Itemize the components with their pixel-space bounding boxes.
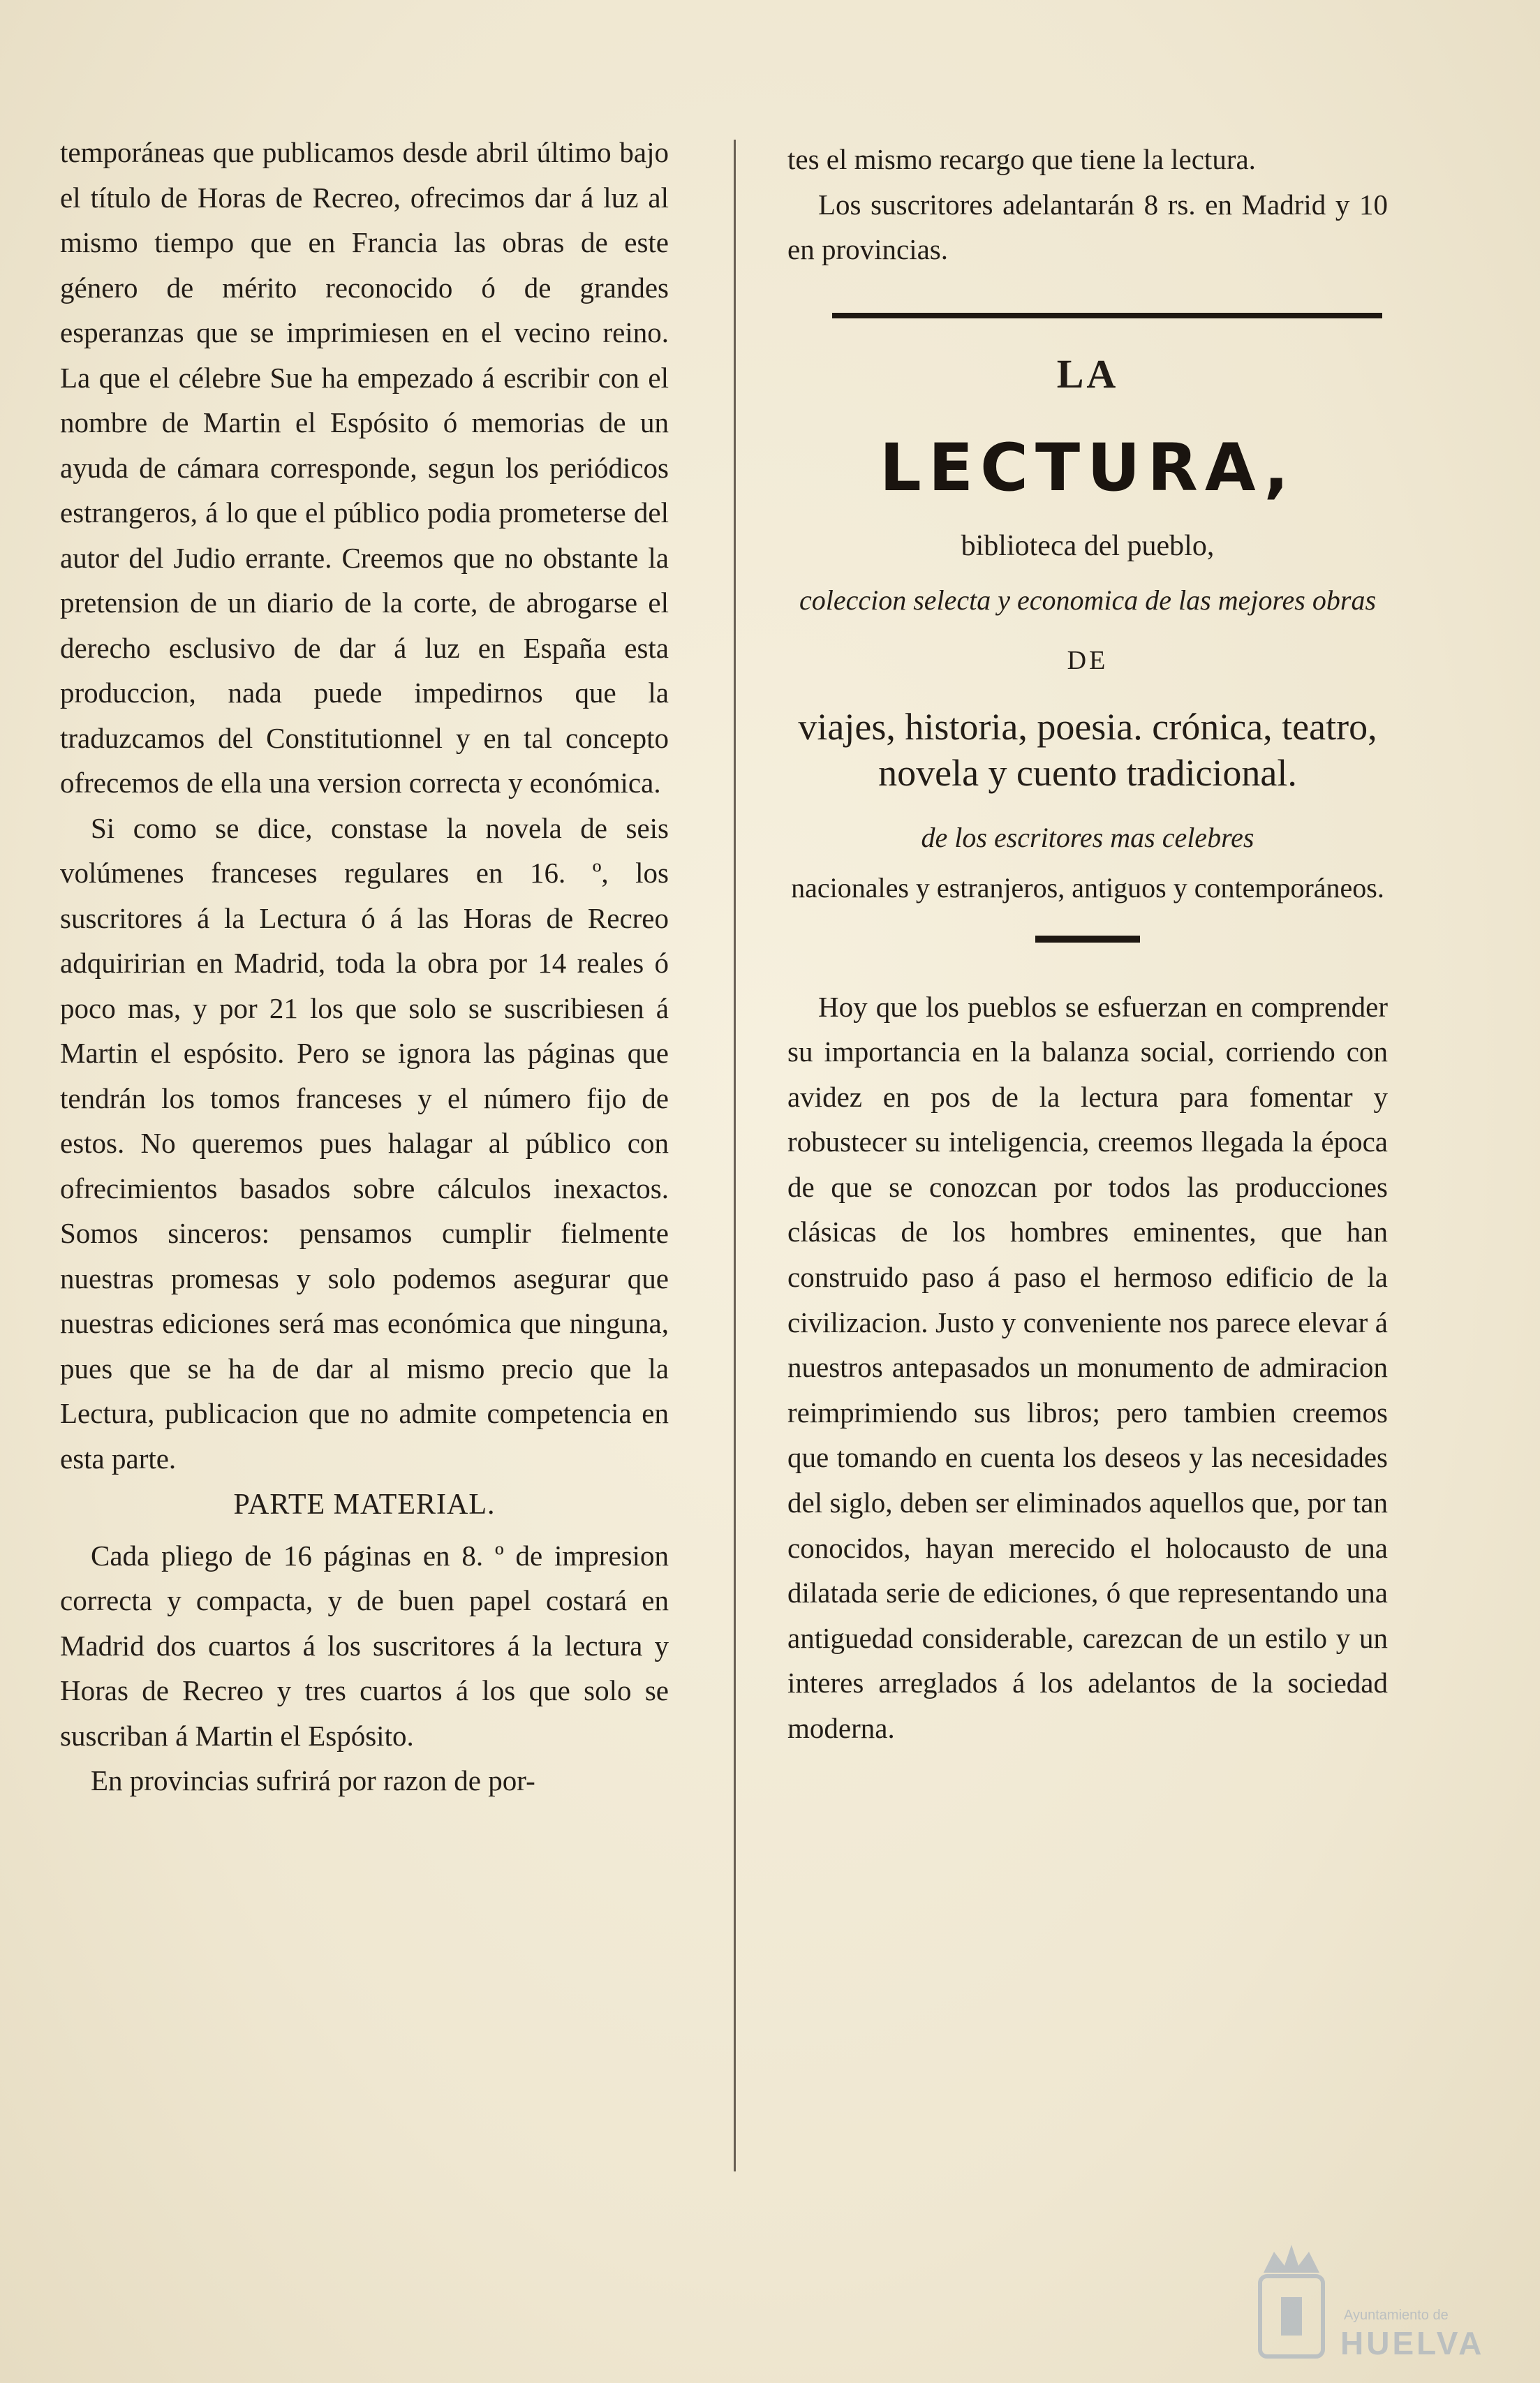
masthead-de: DE: [1067, 645, 1109, 675]
masthead-writers-line: de los escritores mas celebres: [921, 821, 1254, 853]
library-watermark: [1250, 2238, 1501, 2370]
right-column: [787, 137, 1388, 1751]
masthead-title: LECTURA,: [879, 429, 1296, 506]
right-paragraph-1: tes el mismo recargo que tiene la lectura.: [787, 143, 1256, 175]
masthead-top-rule: [832, 313, 1382, 318]
masthead-subtitle: biblioteca del pueblo,: [961, 529, 1215, 562]
intro-paragraph: Hoy que los pueblos se esfuerzan en comprender su importancia en la balanza social, corriendo con avidez en pos de la lectura para fomentar y robustecer su inteligencia, creemos llegada la época de que se conozcan por todos las producciones clásicas de los hombres eminentes, que han construido paso á paso el hermoso edificio de la civilizacion. Justo y conveniente nos parece elevar á nuestros antepasados un monumento de admiracion reimprimiendo sus libros; pero tambien creemos que tomando en cuenta los deseos y las necesidades del siglo, deben ser eliminados aquellos que, por tan conocidos, hayan merecido el holocausto de una dilatada serie de ediciones, ó que representando una antiguedad considerable, carezcan de un estilo y un interes arreglados á los adelantos de la sociedad moderna.: [787, 990, 1388, 1744]
watermark-big-text: HUELVA: [1340, 2325, 1485, 2361]
right-paragraph-2: Los suscritores adelantarán 8 rs. en Madrid y 10 en provincias.: [787, 188, 1388, 265]
column-divider: [734, 140, 736, 2171]
left-paragraph-3: Cada pliego de 16 páginas en 8. º de impresion correcta y compacta, y de buen papel costará en Madrid dos cuartos á los suscritores á la lectura y Horas de Recreo y tres cuartos á los que solo se suscriban á Martin el Espósito.: [60, 1539, 669, 1752]
left-column: [60, 130, 669, 1803]
masthead-la: LA: [1056, 351, 1119, 397]
masthead-origin-line: nacionales y estranjeros, antiguos y contemporáneos.: [791, 871, 1384, 903]
section-title-parte-material: PARTE MATERIAL.: [233, 1489, 496, 1521]
left-paragraph-2: Si como se dice, constase la novela de seis volúmenes franceses regulares en 16. º, los suscritores á la Lectura ó á las Horas de Recreo adquiririan en Madrid, toda la obra por 14 reales ó poco mas, y por 21 los que solo se suscribiesen á Martin el espósito. Pero se ignora las páginas que tendrán los tomos franceses y el número fijo de estos. No queremos pues halagar al público con ofrecimientos basados sobre cálculos inexactos. Somos sinceros: pensamos cumplir fielmente nuestras promesas y solo podemos asegurar que nuestras ediciones será mas económica que ninguna, pues que se ha de dar al mismo precio que la Lectura, publicacion que no admite competencia en esta parte.: [60, 811, 669, 1475]
masthead-collection-line: coleccion selecta y economica de las mejores obras: [799, 584, 1377, 616]
crest-icon: [1250, 2238, 1333, 2363]
masthead-genres: viajes, historia, poesia. crónica, teatro, novela y cuento tradicional.: [798, 705, 1377, 794]
left-paragraph-4: En provincias sufrirá por razon de por-: [91, 1764, 535, 1797]
left-paragraph-1: temporáneas que publicamos desde abril último bajo el título de Horas de Recreo, ofrecimos dar á luz al mismo tiempo que en Francia las obras de este género de mérito reconocido ó de grandes esperanzas que se imprimiesen en el vecino reino. La que el célebre Sue ha empezado á escribir con el nombre de Martin el Espósito ó memorias de un ayuda de cámara corresponde, segun los periódicos estrangeros, á lo que el público podia prometerse del autor del Judio errante. Creemos que no obstante la pretension de un diario de la corte, de abrogarse el derecho esclusivo de dar á luz en España esta produccion, nada puede impedirnos que la traduzcamos del Constitutionnel y en tal concepto ofrecemos de ella una version correcta y económica.: [60, 136, 669, 799]
masthead-bottom-rule: [1035, 936, 1140, 943]
watermark-small-text: Ayuntamiento de: [1344, 2308, 1449, 2323]
